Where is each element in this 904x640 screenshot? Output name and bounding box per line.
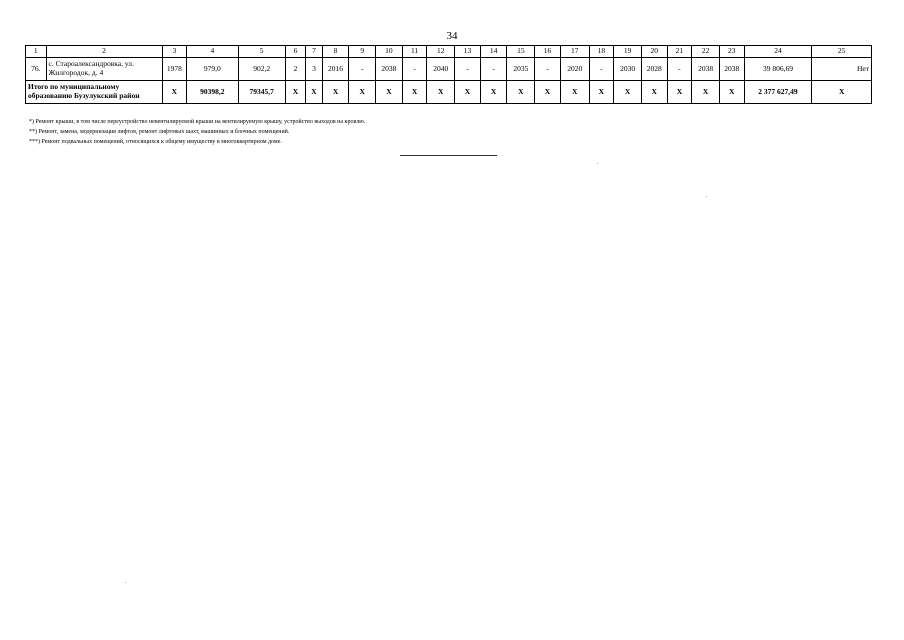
row-cell-col-20: 2028	[641, 58, 667, 81]
header-col-17: 17	[560, 46, 589, 58]
total-cell-col-9: Х	[349, 81, 376, 104]
row-cell-col-18: -	[589, 58, 614, 81]
header-col-16: 16	[535, 46, 561, 58]
header-col-12: 12	[427, 46, 455, 58]
header-col-14: 14	[480, 46, 507, 58]
header-col-13: 13	[455, 46, 481, 58]
table-row	[26, 58, 872, 81]
footnote-basement: ***) Ремонт подвальных помещений, относящихся к общему имуществу в многоквартирном доме.	[29, 139, 282, 145]
total-cell-col-10: Х	[376, 81, 403, 104]
total-cell-col-4: 90398,2	[187, 81, 238, 104]
total-cell-col-19: Х	[614, 81, 642, 104]
header-col-7: 7	[306, 46, 322, 58]
header-col-18: 18	[589, 46, 614, 58]
header-col-2: 2	[46, 46, 162, 58]
total-cell-col-8: Х	[322, 81, 349, 104]
scan-speck	[706, 196, 707, 197]
header-col-6: 6	[285, 46, 306, 58]
total-cell-col-17: Х	[560, 81, 589, 104]
row-cell-col-7: 3	[306, 58, 322, 81]
total-cell-col-22: Х	[692, 81, 720, 104]
total-cell-col-13: Х	[455, 81, 481, 104]
header-col-23: 23	[719, 46, 744, 58]
total-cell-col-11: Х	[402, 81, 427, 104]
row-cell-col-8: 2016	[322, 58, 349, 81]
row-cell-col-19: 2030	[614, 58, 642, 81]
total-cell-col-21: Х	[667, 81, 692, 104]
total-cell-col-14: Х	[480, 81, 507, 104]
total-cell-col-6: Х	[285, 81, 306, 104]
header-col-15: 15	[507, 46, 535, 58]
header-col-9: 9	[349, 46, 376, 58]
total-cell-col-7: Х	[306, 81, 322, 104]
row-cell-col-22: 2038	[692, 58, 720, 81]
header-col-25: 25	[812, 46, 872, 58]
total-cell-col-12: Х	[427, 81, 455, 104]
total-cell-col-25: Х	[812, 81, 872, 104]
header-col-19: 19	[614, 46, 642, 58]
total-cell-col-15: Х	[507, 81, 535, 104]
total-cell-col-20: Х	[641, 81, 667, 104]
row-cell-col-9: -	[349, 58, 376, 81]
row-cell-col-25: Нет	[812, 58, 872, 81]
row-number: 76.	[26, 58, 47, 81]
row-cell-col-17: 2020	[560, 58, 589, 81]
total-label: Итого по муниципальному образованию Бузулукский район	[26, 81, 163, 104]
row-cell-col-12: 2040	[427, 58, 455, 81]
scan-speck	[597, 163, 598, 164]
row-cell-col-24: 39 806,69	[744, 58, 812, 81]
page-number: 34	[446, 30, 458, 42]
header-col-3: 3	[162, 46, 187, 58]
footnote-roof: *) Ремонт крыши, в том числе переустройство невентилируемой крыши на вентилируемую крышу, устройство выходов на кровлю.	[29, 119, 366, 125]
header-col-21: 21	[667, 46, 692, 58]
capital-repair-table	[25, 45, 872, 104]
row-cell-col-15: 2035	[507, 58, 535, 81]
row-cell-col-4: 979,0	[187, 58, 238, 81]
footnotes	[29, 117, 365, 147]
row-cell-col-6: 2	[285, 58, 306, 81]
header-col-4: 4	[187, 46, 238, 58]
total-cell-col-18: Х	[589, 81, 614, 104]
total-cell-col-3: Х	[162, 81, 187, 104]
total-cell-col-16: Х	[535, 81, 561, 104]
header-row	[26, 46, 872, 58]
header-col-1: 1	[26, 46, 47, 58]
closing-rule	[400, 155, 497, 156]
header-col-11: 11	[402, 46, 427, 58]
row-cell-col-14: -	[480, 58, 507, 81]
row-cell-col-23: 2038	[719, 58, 744, 81]
total-cell-col-23: Х	[719, 81, 744, 104]
header-col-22: 22	[692, 46, 720, 58]
row-cell-col-13: -	[455, 58, 481, 81]
row-cell-col-16: -	[535, 58, 561, 81]
footnote-lifts: **) Ремонт, замена, модернизация лифтов, ремонт лифтовых шахт, машинных и блочных помещений.	[29, 129, 290, 135]
header-col-8: 8	[322, 46, 349, 58]
row-cell-col-10: 2038	[376, 58, 403, 81]
row-cell-col-11: -	[402, 58, 427, 81]
total-row	[26, 81, 872, 104]
header-col-5: 5	[238, 46, 285, 58]
scan-speck	[125, 582, 126, 583]
header-col-10: 10	[376, 46, 403, 58]
total-cell-col-24: 2 377 627,49	[744, 81, 812, 104]
row-cell-col-5: 902,2	[238, 58, 285, 81]
header-col-24: 24	[744, 46, 812, 58]
total-cell-col-5: 79345,7	[238, 81, 285, 104]
row-address: с. Староалександровка, ул. Жилгородок, д. 4	[46, 58, 162, 81]
row-cell-col-3: 1978	[162, 58, 187, 81]
row-cell-col-21: -	[667, 58, 692, 81]
header-col-20: 20	[641, 46, 667, 58]
